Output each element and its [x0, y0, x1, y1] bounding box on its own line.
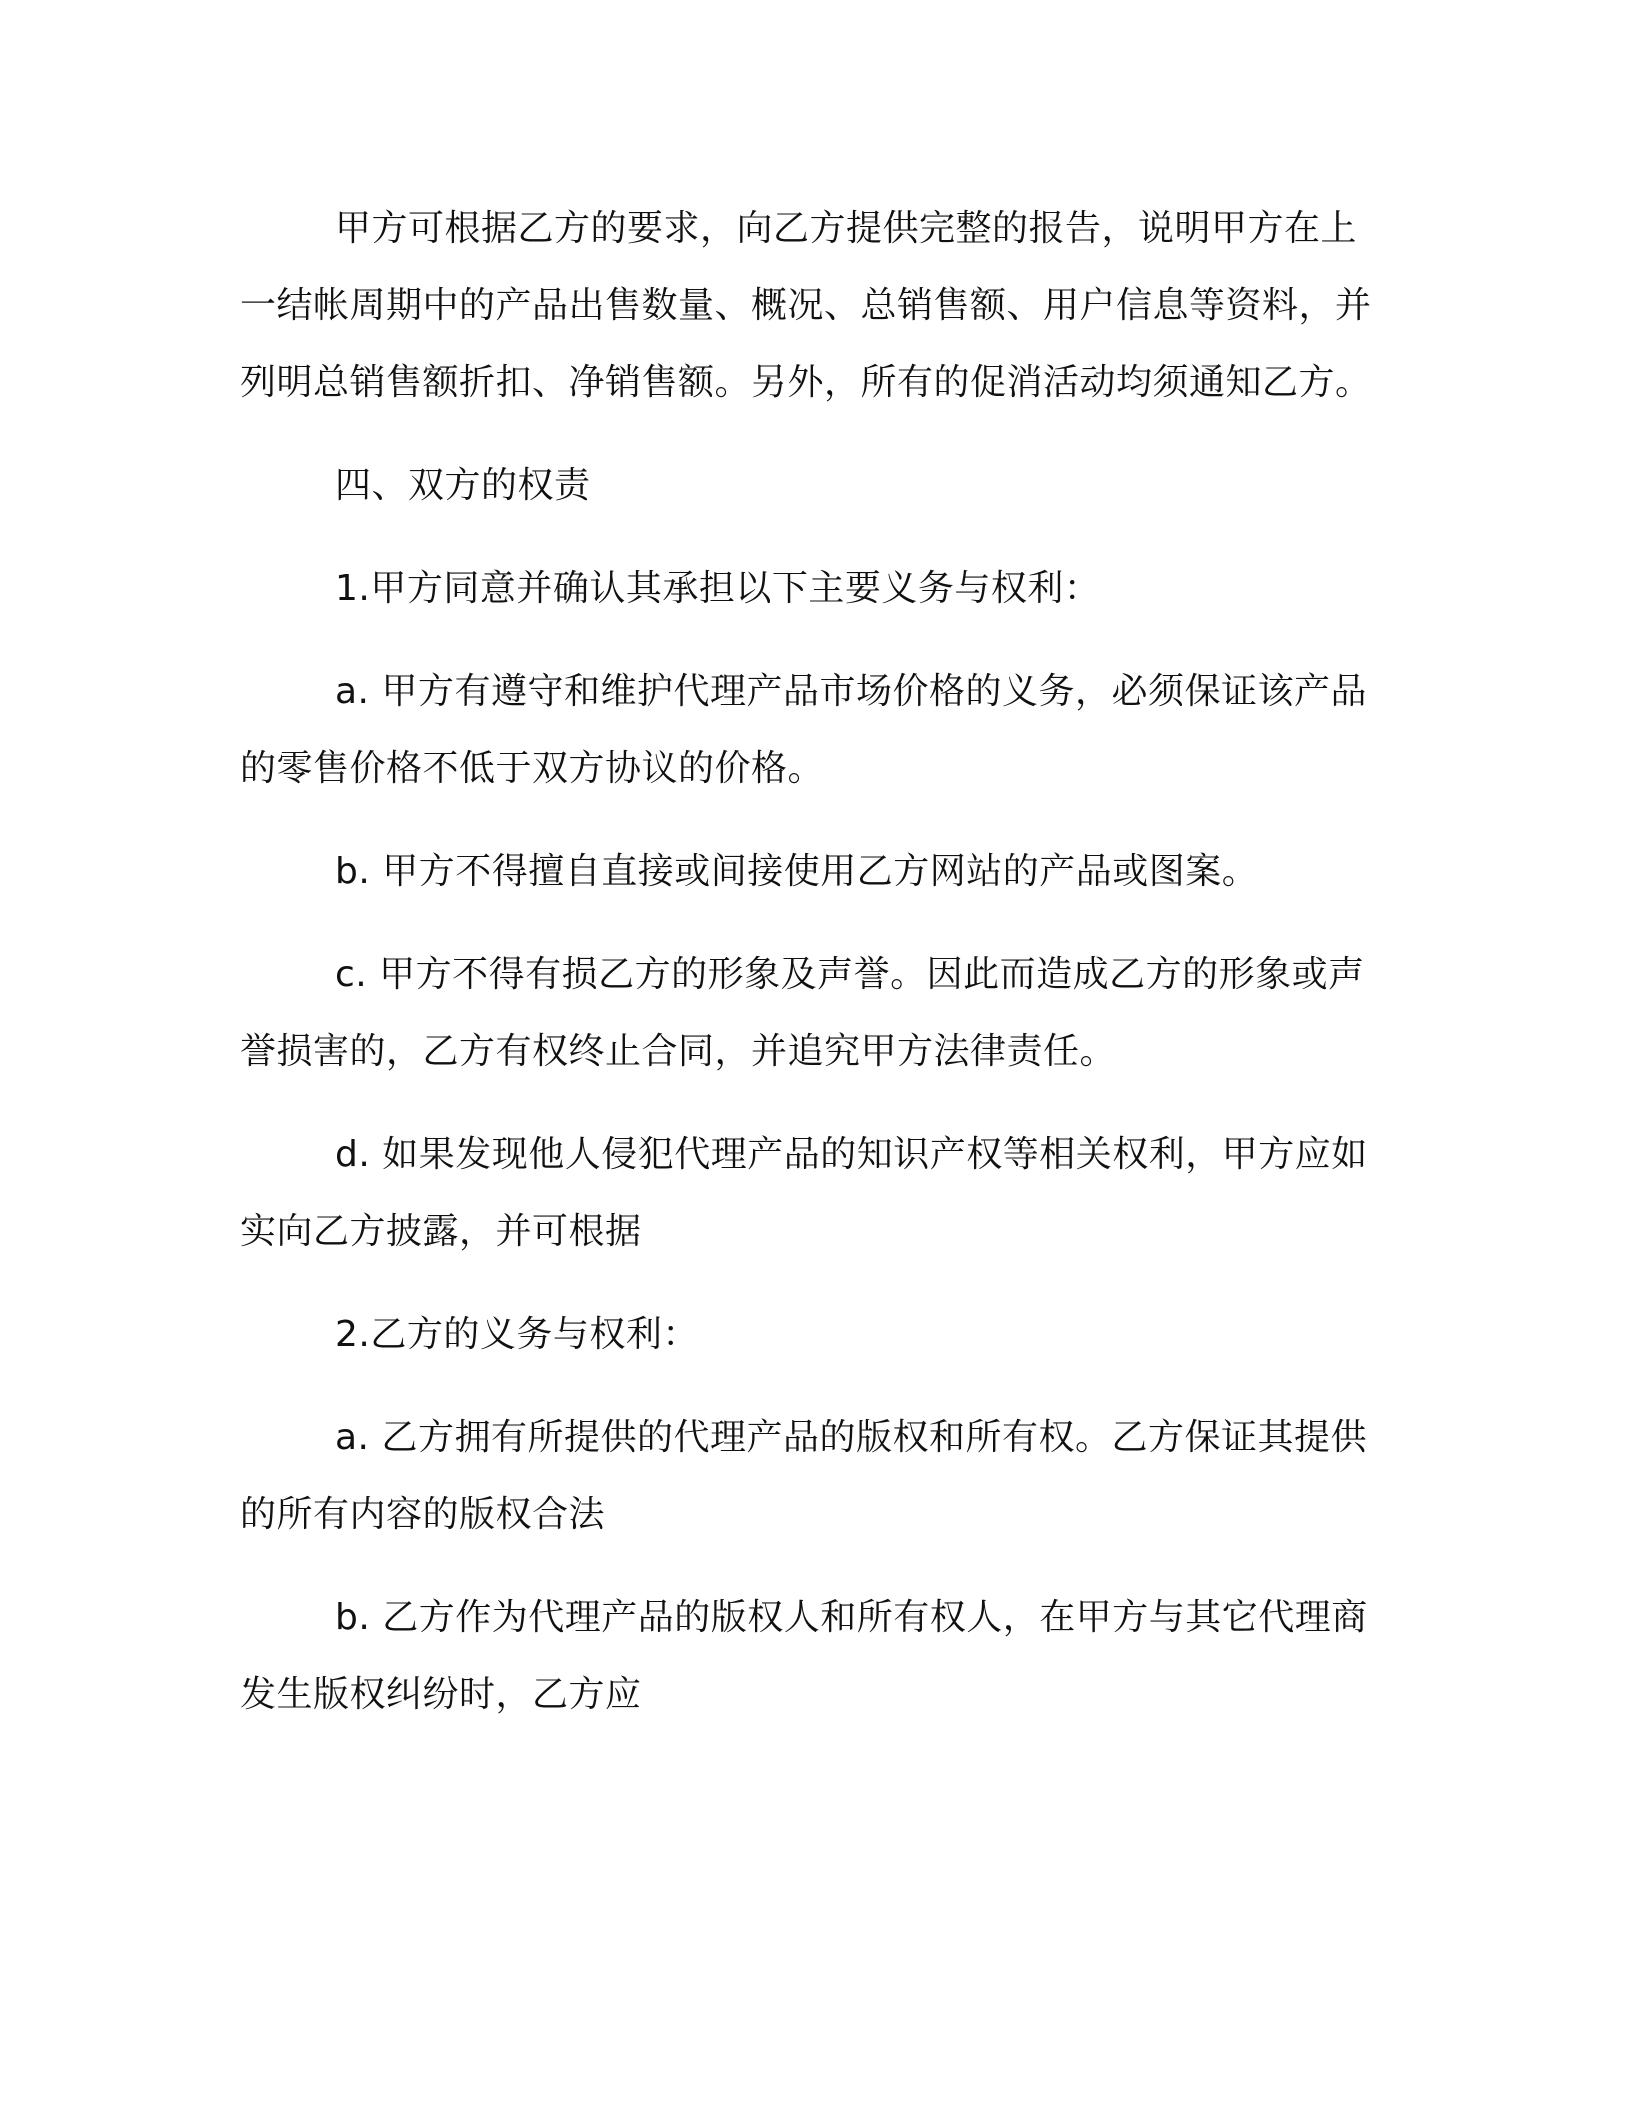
clause-2b: b. 乙方作为代理产品的版权人和所有权人，在甲方与其它代理商发生版权纠纷时，乙方应: [240, 1597, 1368, 1715]
clause-2a: a. 乙方拥有所提供的代理产品的版权和所有权。乙方保证其提供的所有内容的版权合法: [240, 1417, 1367, 1535]
clause-1d: d. 如果发现他人侵犯代理产品的知识产权等相关权利，甲方应如实向乙方披露，并可根据: [240, 1134, 1368, 1252]
clause-1a: a. 甲方有遵守和维护代理产品市场价格的义务，必须保证该产品的零售价格不低于双方协议的价格。: [240, 671, 1367, 789]
clause-1c: c. 甲方不得有损乙方的形象及声誉。因此而造成乙方的形象或声誉损害的，乙方有权终止合同，并追究甲方法律责任。: [240, 954, 1365, 1072]
paragraph-report-requirement: 甲方可根据乙方的要求，向乙方提供完整的报告，说明甲方在上一结帐周期中的产品出售数量、概况、总销售额、用户信息等资料，并列明总销售额折扣、净销售额。另外，所有的促消活动均须通知乙方。: [240, 208, 1372, 403]
clause-1b: b. 甲方不得擅自直接或间接使用乙方网站的产品或图案。: [335, 851, 1259, 892]
clause-1-party-a-obligations: 1.甲方同意并确认其承担以下主要义务与权利：: [335, 568, 1101, 609]
clause-2-party-b-obligations: 2.乙方的义务与权利：: [335, 1314, 699, 1355]
section-heading-rights-responsibilities: 四、双方的权责: [335, 465, 591, 506]
document-body: [240, 190, 1385, 1759]
